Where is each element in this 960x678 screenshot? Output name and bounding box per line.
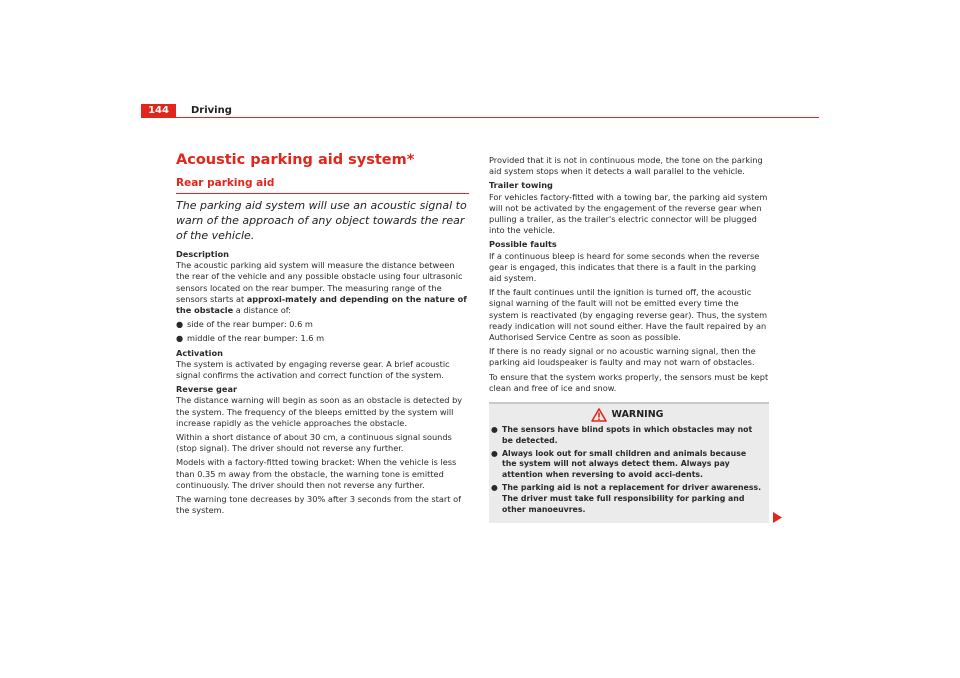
bullet-text: middle of the rear bumper: 1.6 m [187,333,325,344]
warning-title: WARNING [611,408,664,420]
list-item [176,319,469,330]
activation-text: The system is activated by engaging reverse gear. A brief acoustic signal confirms the activation and correct function of the system. [176,358,450,381]
continue-arrow-icon [773,512,782,523]
list-item [176,333,469,344]
description-bold: approxi-mately and depending on the nature of the obstacle [176,293,467,316]
faults-heading: Possible faults [489,239,557,250]
faults-paragraph-3: If there is no ready signal or no acoustic warning signal, then the parking aid loudspeaker is faulty and may not warn of obstacles. [489,346,756,368]
reverse-paragraph-3: Models with a factory-fitted towing bracket: When the vehicle is less than 0.35 m away from the obstacle, the warning tone is emitted continuously. The driver should then not reverse any further. [176,457,457,490]
description-text: The acoustic parking aid system will measure the distance between the rear of the vehicle and any possible obstacle using four ultrasonic sensors located on the rear bumper. The measuring range of the sensors starts at [176,260,463,304]
bullet-icon: ● [176,333,184,344]
page-header [141,104,819,118]
bullet-icon: ● [176,319,184,330]
bullet-icon: ● [491,425,498,435]
warning-text: Always look out for small children and animals because the system will not always detect them. Always pay attention when reversing to avoid acci-dents. [502,448,747,480]
section-title: Rear parking aid [176,176,469,194]
description-paragraph [176,260,469,316]
description-heading: Description [176,249,229,259]
warning-box [489,402,769,523]
activation-heading: Activation [176,347,223,358]
reverse-paragraph-2: Within a short distance of about 30 cm, a continuous signal sounds (stop signal). The driver should not reverse any further. [176,432,452,454]
warning-header [491,408,763,422]
trailer-heading: Trailer towing [489,180,553,191]
warning-item [491,449,763,481]
warning-text: The sensors have blind spots in which obstacles may not be detected. [502,425,753,445]
page-number: 144 [141,104,176,118]
right-column [489,155,769,523]
chapter-title: Driving [191,105,232,116]
faults-paragraph-1: If a continuous bleep is heard for some seconds when the reverse gear is engaged, this indicates that there is a fault in the parking aid system. [489,250,760,284]
warning-item [491,483,763,515]
reverse-gear-heading: Reverse gear [176,384,238,395]
reverse-paragraph-4: The warning tone decreases by 30% after 3 seconds from the start of the system. [176,494,461,516]
description-tail: a distance of: [233,305,292,316]
bullet-icon: ● [491,483,498,493]
bullet-text: side of the rear bumper: 0.6 m [187,319,313,330]
warning-item [491,425,763,447]
faults-paragraph-2: If the fault continues until the ignition is turned off, the acoustic signal warning of the fault will not be emitted every time the system is reactivated (by engaging reverse gear). Thus, the system ready indication will not sound either. Have the fault repaired by an Authorised Service Centre as soon as possible. [489,287,768,343]
warning-text: The parking aid is not a replacement for driver awareness. The driver must take full responsibility for parking and other manoeuvres. [502,483,762,514]
trailer-text: For vehicles factory-fitted with a towing bar, the parking aid system will not be activated by the engagement of the reverse gear when pulling a trailer, as the trailer's electric connector will be plugged into the vehicle. [489,191,768,236]
wall-paragraph: Provided that it is not in continuous mode, the tone on the parking aid system stops when it detects a wall parallel to the vehicle. [489,155,763,177]
reverse-paragraph-1: The distance warning will begin as soon as an obstacle is detected by the system. The frequency of the bleeps emitted by the system will increase rapidly as the vehicle approaches the obstacle. [176,395,463,428]
left-column [176,150,469,519]
warning-triangle-icon [591,408,607,422]
bullet-icon: ● [491,448,498,458]
page-title: Acoustic parking aid system* [176,152,415,168]
lead-paragraph: The parking aid system will use an acoustic signal to warn of the approach of any object towards the rear of the vehicle. [176,199,467,242]
faults-paragraph-4: To ensure that the system works properly, the sensors must be kept clean and free of ice and snow. [489,371,769,393]
header-divider [176,117,819,118]
